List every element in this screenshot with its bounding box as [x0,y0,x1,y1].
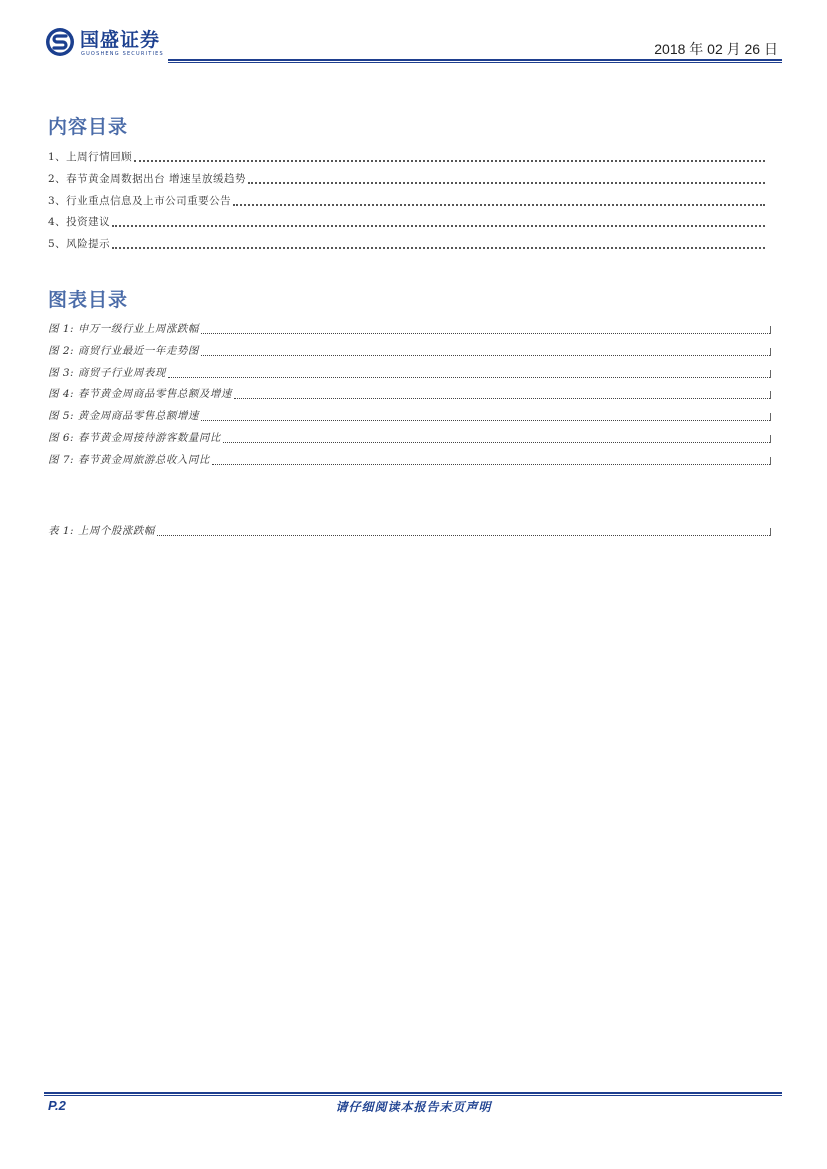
toc-item[interactable] [48,172,765,186]
page-ref-mark [770,370,773,378]
footer-divider-thin [44,1095,782,1096]
figure-label: 图 3: 商贸子行业周表现 [48,367,166,379]
toc-item-label: 2、春节黄金周数据出台 增速呈放缓趋势 [48,173,247,185]
figure-entry[interactable] [48,453,773,467]
logo-text: 国盛证券 [80,29,161,51]
dot-leader [157,526,770,536]
dot-leader [233,195,765,206]
dot-leader [201,411,770,421]
toc-item-label: 3、行业重点信息及上市公司重要公告 [48,195,232,207]
page-ref-mark [770,326,773,334]
table-label: 表 1: 上周个股涨跌幅 [48,525,155,537]
dot-leader [134,151,765,162]
report-date: 2018 年 02 月 26 日 [654,41,778,57]
toc-item[interactable] [48,237,765,251]
dot-leader [201,346,770,356]
contents-title: 内容目录 [48,116,129,138]
dot-leader [223,433,770,443]
dot-leader [168,368,770,378]
page-number: P.2 [48,1098,66,1113]
toc-item-label: 5、风险提示 [48,238,111,250]
page-ref-mark [770,457,773,465]
toc-item[interactable] [48,194,765,208]
page-ref-mark [770,413,773,421]
footer-divider [44,1092,782,1094]
toc-item[interactable] [48,215,765,229]
figure-label: 图 6: 春节黄金周接待游客数量同比 [48,432,221,444]
dot-leader [201,324,770,334]
figure-label: 图 4: 春节黄金周商品零售总额及增速 [48,388,232,400]
page-ref-mark [770,391,773,399]
logo-subtext: GUOSHENG SECURITIES [81,51,164,57]
figure-entry[interactable] [48,409,773,423]
figure-entry[interactable] [48,322,773,336]
charts-title: 图表目录 [48,289,129,311]
page-ref-mark [770,348,773,356]
figure-label: 图 5: 黄金周商品零售总额增速 [48,410,199,422]
figure-entry[interactable] [48,366,773,380]
dot-leader [212,455,770,465]
logo-mark-icon [44,26,76,58]
dot-leader [112,238,765,249]
dot-leader [234,389,770,399]
table-entry[interactable] [48,524,773,538]
header-divider-thin [168,62,782,63]
figure-entry[interactable] [48,431,773,445]
page-ref-mark [770,435,773,443]
header-divider [168,59,782,61]
toc-item-label: 4、投资建议 [48,216,111,228]
figure-entry[interactable] [48,344,773,358]
footer-disclaimer: 请仔细阅读本报告末页声明 [335,1100,492,1114]
figure-label: 图 7: 春节黄金周旅游总收入同比 [48,454,210,466]
toc-item-label: 1、上周行情回顾 [48,151,133,163]
figure-label: 图 2: 商贸行业最近一年走势图 [48,345,199,357]
dot-leader [112,216,765,227]
figure-entry[interactable] [48,387,773,401]
page-header [44,24,782,62]
figure-label: 图 1: 申万一级行业上周涨跌幅 [48,323,199,335]
page-ref-mark [770,528,773,536]
dot-leader [248,173,765,184]
toc-item[interactable] [48,150,765,164]
